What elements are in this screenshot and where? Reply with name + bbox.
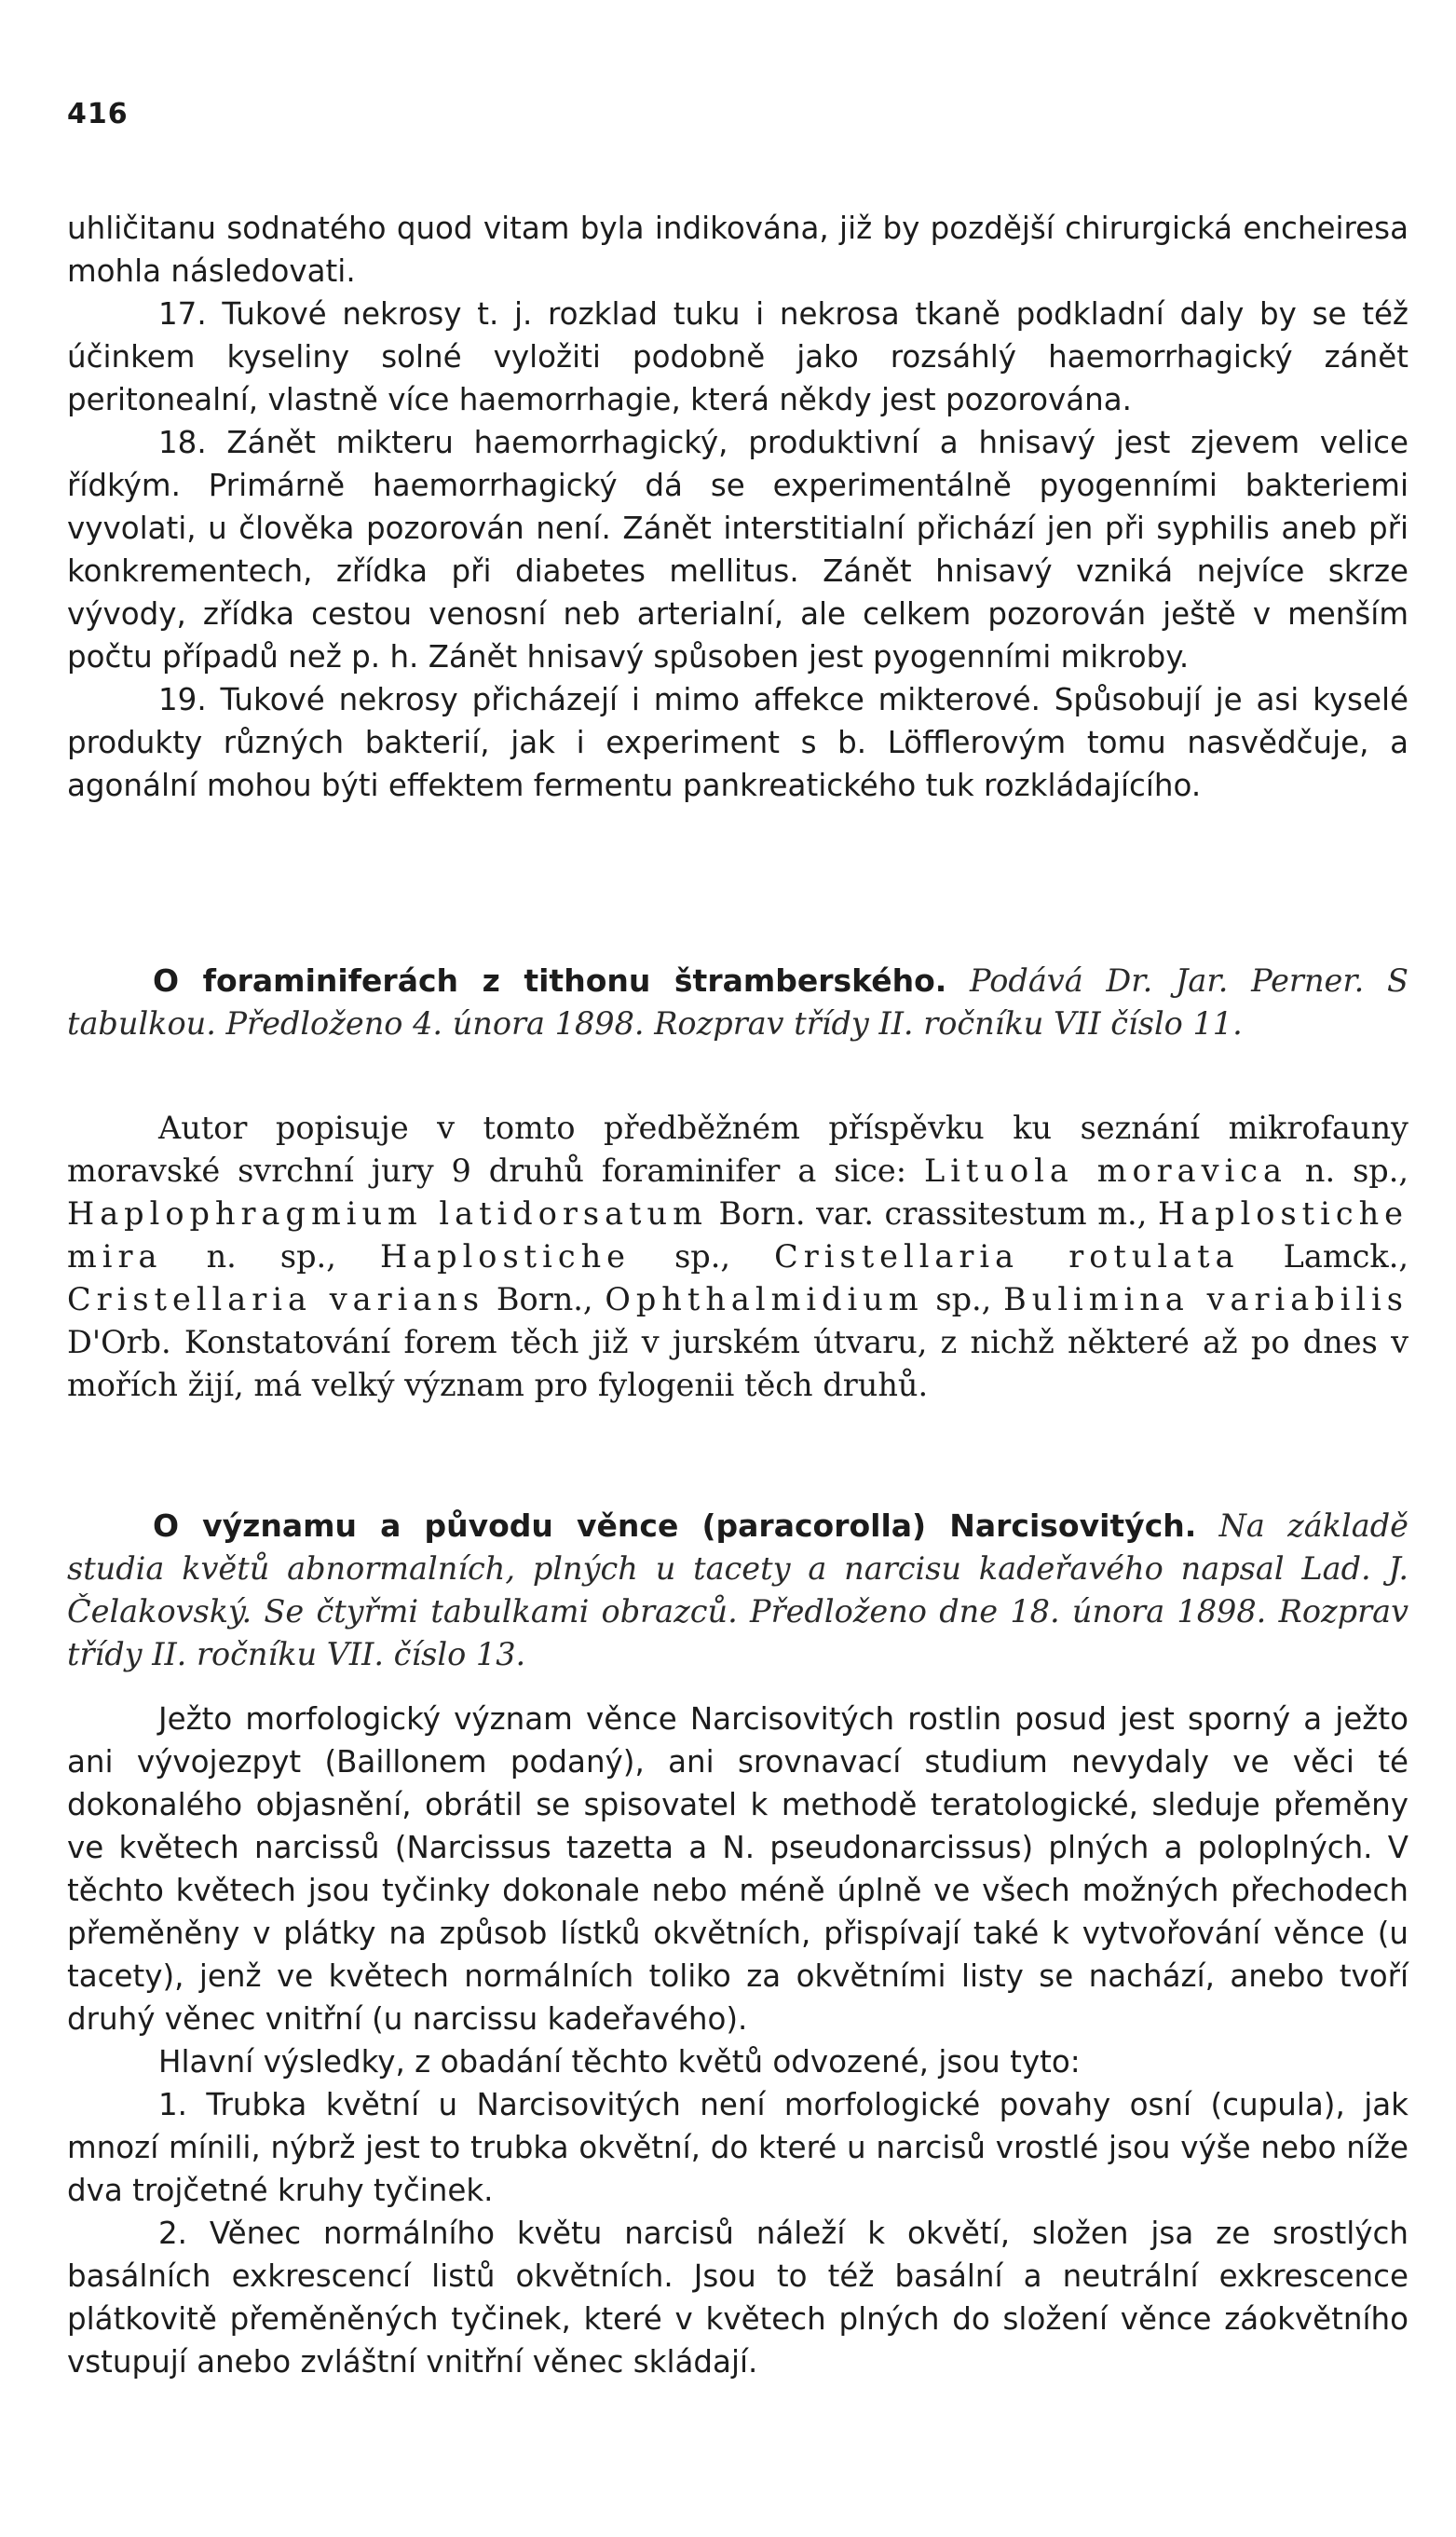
text-run: Born. var. crassitestum m.,	[707, 1195, 1158, 1232]
species-name: Ophthalmidium	[605, 1281, 924, 1317]
section-paragraph: Hlavní výsledky, z obadání těchto květů odvozené, jsou tyto:	[158, 2044, 1081, 2080]
continuation-block	[67, 207, 1408, 807]
section-title: O foraminiferách z tithonu štramberského.	[153, 962, 947, 999]
species-name: Cristellaria rotulata	[774, 1238, 1240, 1275]
species-name: Haplophragmium latidorsatum	[67, 1195, 708, 1232]
species-name: Cristellaria varians	[67, 1281, 485, 1317]
text-run: Autor popisuje v tomto předběžném příspěvku ku seznání mikrofauny moravské svrchní jury 9 druhů foraminifer a sice:	[67, 1110, 1408, 1189]
section-source: Na základě studia květů abnormalních, plných u tacety a narcisu kadeřavého napsal Lad. J. Čelakovský. Se čtyřmi tabulkami obrazců. Předloženo dne 18. února 1898. Rozprav třídy II. ročníku VII. číslo 13.	[67, 1507, 1409, 1672]
paragraph-17: 17. Tukové nekrosy t. j. rozklad tuku i nekrosa tkaně podkladní daly by se též účinkem kyseliny solné vyložiti podobně jako rozsáhlý haemorrhagický zánět peritonealní, vlastně více haemorrhagie, která někdy jest pozorována.	[67, 296, 1408, 417]
paragraph-continuation: uhličitanu sodnatého quod vitam byla indikována, již by pozdější chirurgická encheiresa mohla následovati.	[67, 211, 1408, 289]
text-run: D'Orb. Konstatování forem těch již v jurském útvaru, z nichž některé až po dnes v mořích žijí, má velký význam pro fylogenii těch druhů.	[67, 1324, 1408, 1403]
text-run: Born.,	[484, 1281, 606, 1317]
section-foraminifera-body	[67, 1107, 1408, 1407]
species-name: Haplostiche	[379, 1238, 631, 1275]
paragraph-19: 19. Tukové nekrosy přicházejí i mimo affekce mikterové. Spůsobují je asi kyselé produkty různých bakterií, jak i experiment s b. Löfflerovým tomu nasvědčuje, a agonální mohou býti effektem fermentu pankreatického tuk rozkládajícího.	[67, 682, 1408, 803]
section-narcissus-body	[67, 1698, 1408, 2383]
section-title: O významu a původu věnce (paracorolla) Narcisovitých.	[153, 1507, 1197, 1544]
section-paragraph: Ježto morfologický význam věnce Narcisovitých rostlin posud jest sporný a ježto ani vývojezpyt (Baillonem podaný), ani srovnavací studium nevydaly ve věci té dokonalého objasnění, obrátil se spisovatel k methodě teratologické, sleduje přeměny ve květech narcissů (Narcissus tazetta a N. pseudonarcissus) plných a poloplných. V těchto květech jsou tyčinky dokonale nebo méně úplně ve všech možných přechodech přeměněny v plátky na způsob lístků okvětních, přispívají také k vytvořování věnce (u tacety), jenž ve květech normálních toliko za okvětními listy se nachází, anebo tvoří druhý věnec vnitřní (u narcissu kadeřavého).	[67, 1701, 1408, 2037]
section-paragraph: 2. Věnec normálního květu narcisů náleží k okvětí, složen jsa ze srostlých basálních exkrescencí listů okvětních. Jsou to též basální a neutrální exkrescence plátkovitě přeměněných tyčinek, které v květech plných do složení věnce záokvětního vstupují anebo zvláštní vnitřní věnec skládají.	[67, 2216, 1408, 2380]
species-name: Lituola moravica	[923, 1153, 1288, 1189]
paragraph-18: 18. Zánět mikteru haemorrhagický, produktivní a hnisavý jest zjevem velice řídkým. Primárně haemorrhagický dá se experimentálně pyogenními bakteriemi vyvolati, u člověka pozorován není. Zánět interstitialní přichází jen při syphilis aneb při konkrementech, zřídka při diabetes mellitus. Zánět hnisavý vzniká nejvíce skrze vývody, zřídka cestou venosní neb arterialní, ale celkem pozorován ještě v menším počtu případů než p. h. Zánět hnisavý spůsoben jest pyogenními mikroby.	[67, 425, 1408, 675]
text-run: Lamck.,	[1239, 1238, 1408, 1275]
text-run: sp.,	[923, 1281, 1004, 1317]
section-foraminifera-heading	[67, 960, 1408, 1045]
text-run: n. sp.,	[162, 1238, 380, 1275]
section-source: Podává Dr. Jar. Perner. S tabulkou. Předloženo 4. února 1898. Rozprav třídy II. ročníku VII číslo 11.	[67, 962, 1408, 1042]
section-narcissus-heading	[67, 1505, 1408, 1676]
text-run: n. sp.,	[1287, 1153, 1408, 1189]
species-name: Haplostiche mira	[67, 1195, 1408, 1275]
page-number: 416	[67, 98, 129, 130]
text-run: sp.,	[631, 1238, 775, 1275]
section-paragraph: 1. Trubka květní u Narcisovitých není morfologické povahy osní (cupula), jak mnozí mínili, nýbrž jest to trubka okvětní, do které u narcisů vrostlé jsou výše nebo níže dva trojčetné kruhy tyčinek.	[67, 2087, 1408, 2208]
section-paragraph	[67, 1107, 1408, 1407]
species-name: Bulimina variabilis	[1003, 1281, 1408, 1317]
